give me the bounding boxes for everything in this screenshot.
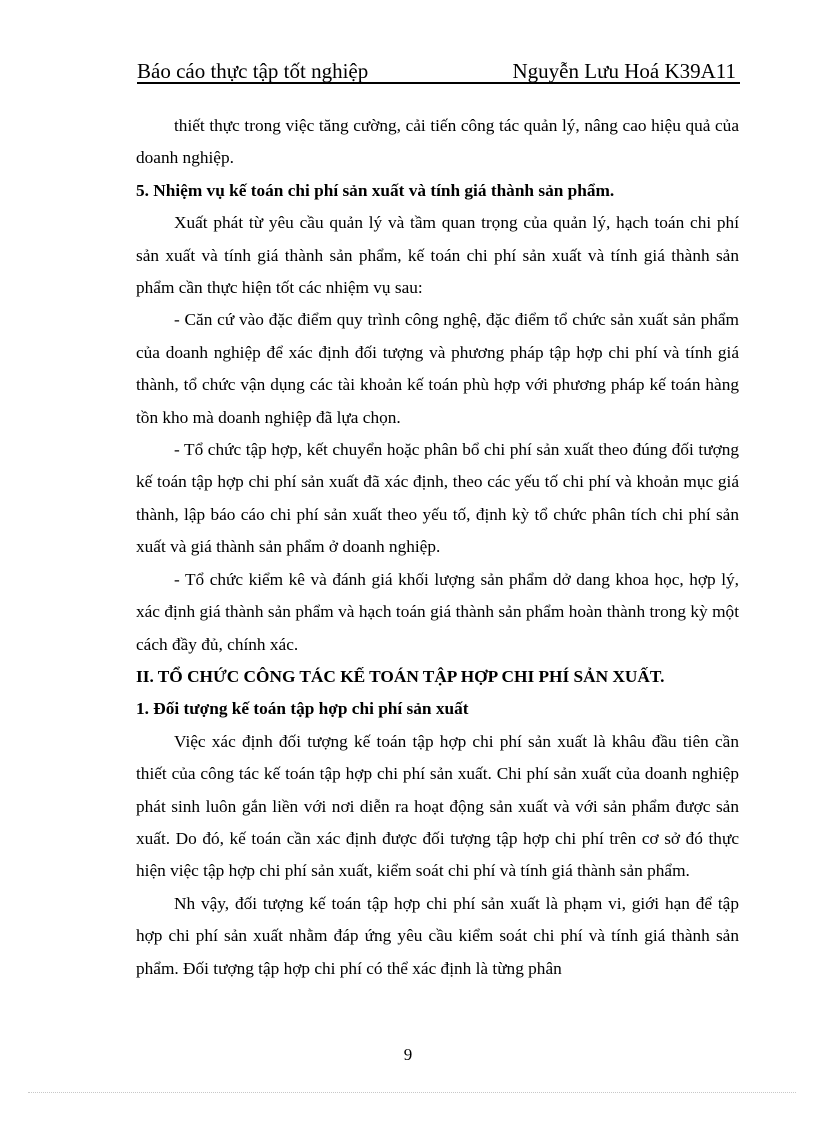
chapter-heading: II. TỔ CHỨC CÔNG TÁC KẾ TOÁN TẬP HỢP CHI PHÍ SẢN XUẤT. <box>136 666 665 686</box>
page-header <box>137 52 740 84</box>
footer-divider <box>28 1092 796 1093</box>
section-heading: 1. Đối tượng kế toán tập hợp chi phí sản xuất <box>136 699 469 719</box>
section-heading: 5. Nhiệm vụ kế toán chi phí sản xuất và tính giá thành sản phẩm. <box>136 180 615 200</box>
paragraph: Nh vậy, đối tượng kế toán tập hợp chi phí sản xuất là phạm vi, giới hạn để tập hợp chi phí sản xuất nhằm đáp ứng yêu cầu kiểm soát chi phí và tính giá thành sản phẩm. Đối tượng tập hợp chi phí có thể xác định là từng phân <box>136 893 739 978</box>
paragraph: Xuất phát từ yêu cầu quản lý và tầm quan trọng của quản lý, hạch toán chi phí sản xuất và tính giá thành sản phẩm, kế toán chi phí sản xuất và tính giá thành sản phẩm cần thực hiện tốt các nhiệm vụ sau: <box>136 213 739 298</box>
page-number: 9 <box>403 1045 413 1064</box>
paragraph: - Căn cứ vào đặc điểm quy trình công nghệ, đặc điểm tổ chức sản xuất sản phẩm của doanh nghiệp để xác định đối tượng và phương pháp tập hợp chi phí và tính giá thành, tổ chức vận dụng các tài khoản kế toán phù hợp với phương pháp kế toán hàng tồn kho mà doanh nghiệp đã lựa chọn. <box>136 310 739 427</box>
paragraph: - Tổ chức kiểm kê và đánh giá khối lượng sản phẩm dở dang khoa học, hợp lý, xác định giá thành sản phẩm và hạch toán giá thành sản phẩm hoàn thành trong kỳ một cách đầy đủ, chính xác. <box>136 569 739 654</box>
paragraph: - Tổ chức tập hợp, kết chuyển hoặc phân bổ chi phí sản xuất theo đúng đối tượng kế toán tập hợp chi phí sản xuất đã xác định, theo các yếu tố chi phí và khoản mục giá thành, lập báo cáo chi phí sản xuất theo yếu tố, định kỳ tổ chức phân tích chi phí sản xuất và giá thành sản phẩm ở doanh nghiệp. <box>136 440 739 557</box>
header-report-title: Báo cáo thực tập tốt nghiệp <box>137 59 369 83</box>
header-author: Nguyễn Lưu Hoá K39A11 <box>512 59 736 83</box>
paragraph: thiết thực trong việc tăng cường, cải tiến công tác quản lý, nâng cao hiệu quả của doanh nghiệp. <box>136 116 739 168</box>
paragraph: Việc xác định đối tượng kế toán tập hợp chi phí sản xuất là khâu đầu tiên cần thiết của công tác kế toán tập hợp chi phí sản xuất. Chi phí sản xuất của doanh nghiệp phát sinh luôn gắn liền với nơi diễn ra hoạt động sản xuất và với sản phẩm được sản xuất. Do đó, kế toán cần xác định được đối tượng tập hợp chi phí trên cơ sở đó thực hiện việc tập hợp chi phí sản xuất, kiểm soát chi phí và tính giá thành sản phẩm. <box>136 731 739 881</box>
document-body <box>136 110 739 985</box>
